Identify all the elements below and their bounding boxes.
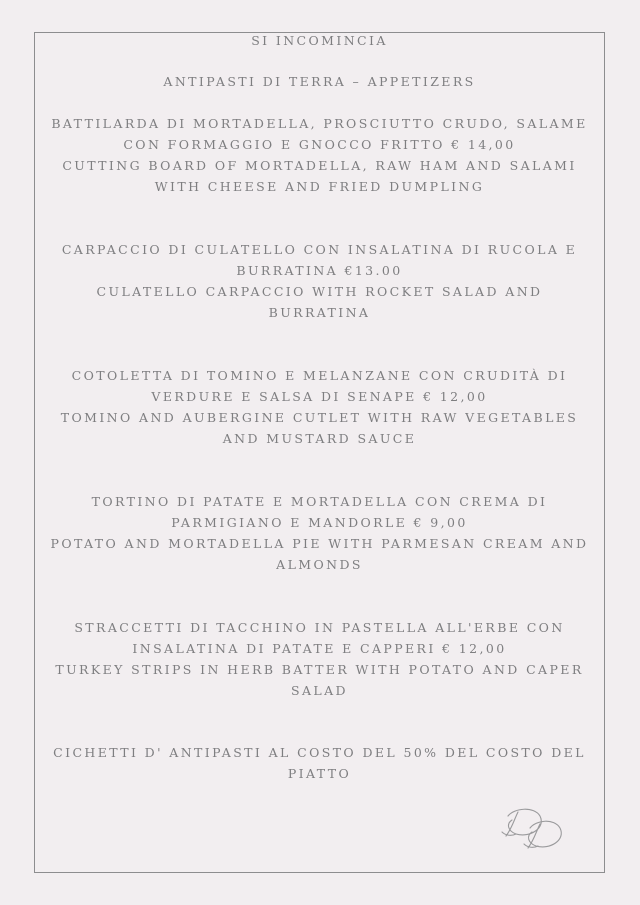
item-english-line-2: WITH CHEESE AND FRIED DUMPLING	[154, 179, 485, 194]
item-italian-line-1: BATTILARDA DI MORTADELLA, PROSCIUTTO CRUDO, SALAME	[51, 116, 588, 131]
item-english-line-1: POTATO AND MORTADELLA PIE WITH PARMESAN CREAM AND	[50, 536, 589, 551]
menu-heading: SI INCOMINCIA	[251, 33, 388, 48]
section-title: ANTIPASTI DI TERRA – APPETIZERS	[163, 74, 476, 89]
item-english-line-2: AND MUSTARD SAUCE	[222, 431, 417, 446]
item-italian-line-2: VERDURE E SALSA DI SENAPE € 12,00	[151, 389, 488, 404]
item-italian-line-2: PARMIGIANO E MANDORLE € 9,00	[171, 515, 468, 530]
item-italian-line-1: COTOLETTA DI TOMINO E MELANZANE CON CRUDITÀ DI	[71, 368, 568, 383]
item-english-line-2: BURRATINA	[268, 305, 371, 320]
item-italian-line-1: TORTINO DI PATATE E MORTADELLA CON CREMA DI	[91, 494, 548, 509]
item-italian-line-1: CARPACCIO DI CULATELLO CON INSALATINA DI RUCOLA E	[61, 242, 578, 257]
item-english-line-2: ALMONDS	[276, 557, 363, 572]
item-italian-line-2: CON FORMAGGIO E GNOCCO FRITTO € 14,00	[123, 137, 516, 152]
item-italian-line-2: BURRATINA €13.00	[236, 263, 403, 278]
cichetti-note-line-2: PIATTO	[287, 766, 352, 781]
dd-monogram-logo	[494, 802, 574, 858]
cichetti-note-line-1: CICHETTI D' ANTIPASTI AL COSTO DEL 50% DEL COSTO DEL	[53, 745, 586, 760]
item-english-line-1: TURKEY STRIPS IN HERB BATTER WITH POTATO AND CAPER	[55, 662, 584, 677]
item-english-line-1: CULATELLO CARPACCIO WITH ROCKET SALAD AND	[96, 284, 543, 299]
item-english-line-2: SALAD	[291, 683, 348, 698]
item-italian-line-1: STRACCETTI DI TACCHINO IN PASTELLA ALL'ERBE CON	[74, 620, 565, 635]
item-english-line-1: CUTTING BOARD OF MORTADELLA, RAW HAM AND SALAMI	[62, 158, 577, 173]
item-italian-line-2: INSALATINA DI PATATE E CAPPERI € 12,00	[132, 641, 507, 656]
item-english-line-1: TOMINO AND AUBERGINE CUTLET WITH RAW VEGETABLES	[60, 410, 579, 425]
